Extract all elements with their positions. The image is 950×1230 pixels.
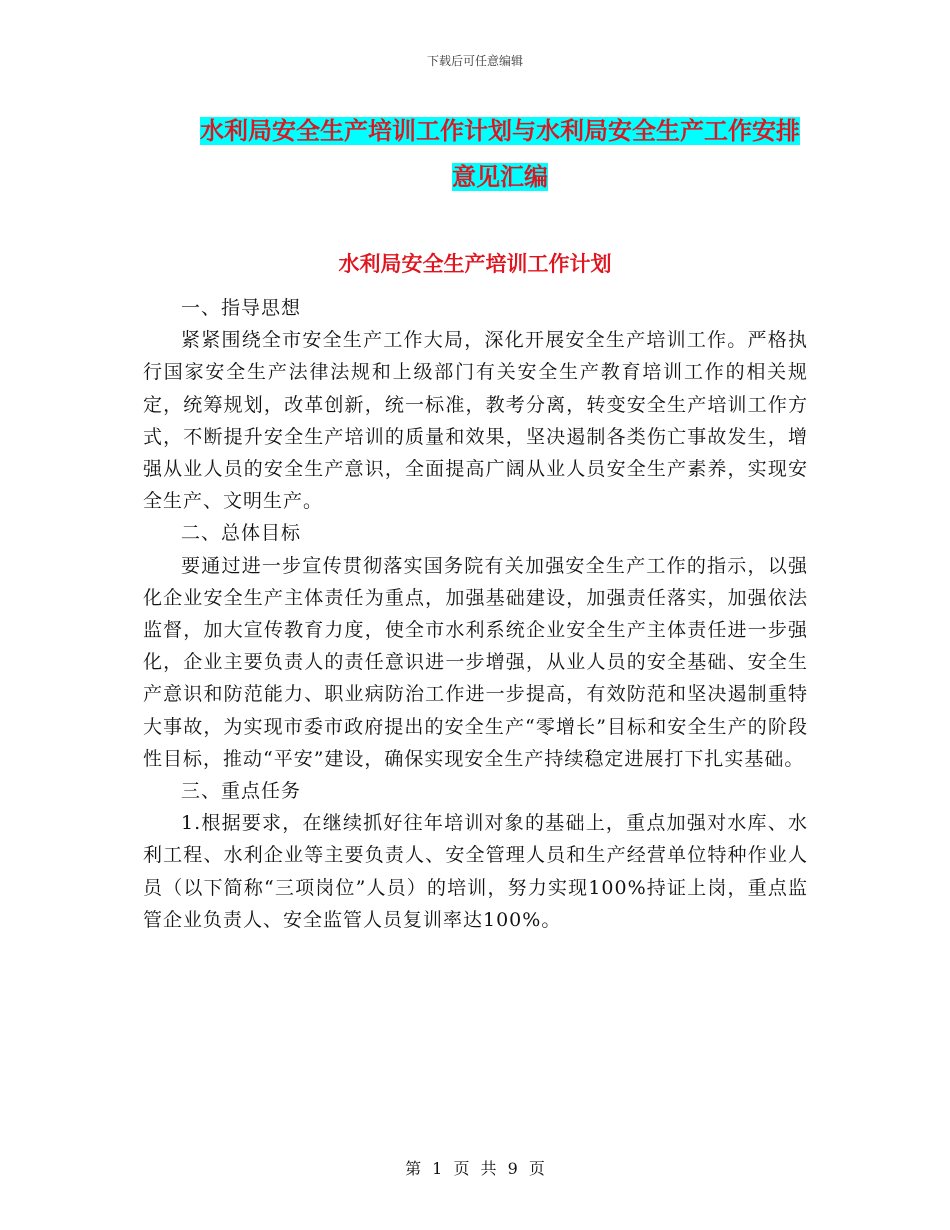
paragraph-guiding-ideology: 紧紧围绕全市安全生产工作大局，深化开展安全生产培训工作。严格执行国家安全生产法律法规和上级部门有关安全生产教育培训工作的相关规定，统筹规划，改革创新，统一标准，教考分离，转变安全生产培训工作方式，不断提升安全生产培训的质量和效果，坚决遏制各类伤亡事故发生，增强从业人员的安全生产意识，全面提高广阔从业人员安全生产素养，实现安全生产、文明生产。: [143, 329, 808, 513]
paragraph-overall-goal: 要通过进一步宣传贯彻落实国务院有关加强安全生产工作的指示，以强化企业安全生产主体责任为重点，加强基础建设，加强责任落实，加强依法监督，加大宣传教育力度，使全市水利系统企业安全生产主体责任进一步强化，企业主要负责人的责任意识进一步增强，从业人员的安全基础、安全生产意识和防范能力、职业病防治工作进一步提高，有效防范和坚决遏制重特大事故，为实现市委市政府提出的安全生产“零增长”目标和安全生产的阶段性目标，推动“平安”建设，确保实现安全生产持续稳定进展打下扎实基础。: [143, 554, 808, 770]
document-body: [143, 292, 808, 936]
heading-key-tasks: 三、重点任务: [181, 780, 302, 803]
header-note: 下载后可任意编辑: [426, 54, 523, 68]
paragraph-key-task-1: 1.根据要求，在继续抓好往年培训对象的基础上，重点加强对水库、水利工程、水利企业等主要负责人、安全管理人员和生产经营单位特种作业人员（以下简称“三项岗位”人员）的培训，努力实现100%持证上岗，重点监管企业负责人、安全监管人员复训率达100%。: [143, 812, 808, 931]
heading-overall-goal: 二、总体目标: [181, 522, 302, 545]
section-title: 水利局安全生产培训工作计划: [338, 252, 612, 276]
heading-guiding-ideology: 一、指导思想: [181, 297, 302, 319]
document-title-text: 水利局安全生产培训工作计划与水利局安全生产工作安排意见汇编: [200, 117, 800, 191]
document-title: [195, 108, 805, 200]
page-footer: 第 1 页 共 9 页: [405, 1159, 545, 1178]
